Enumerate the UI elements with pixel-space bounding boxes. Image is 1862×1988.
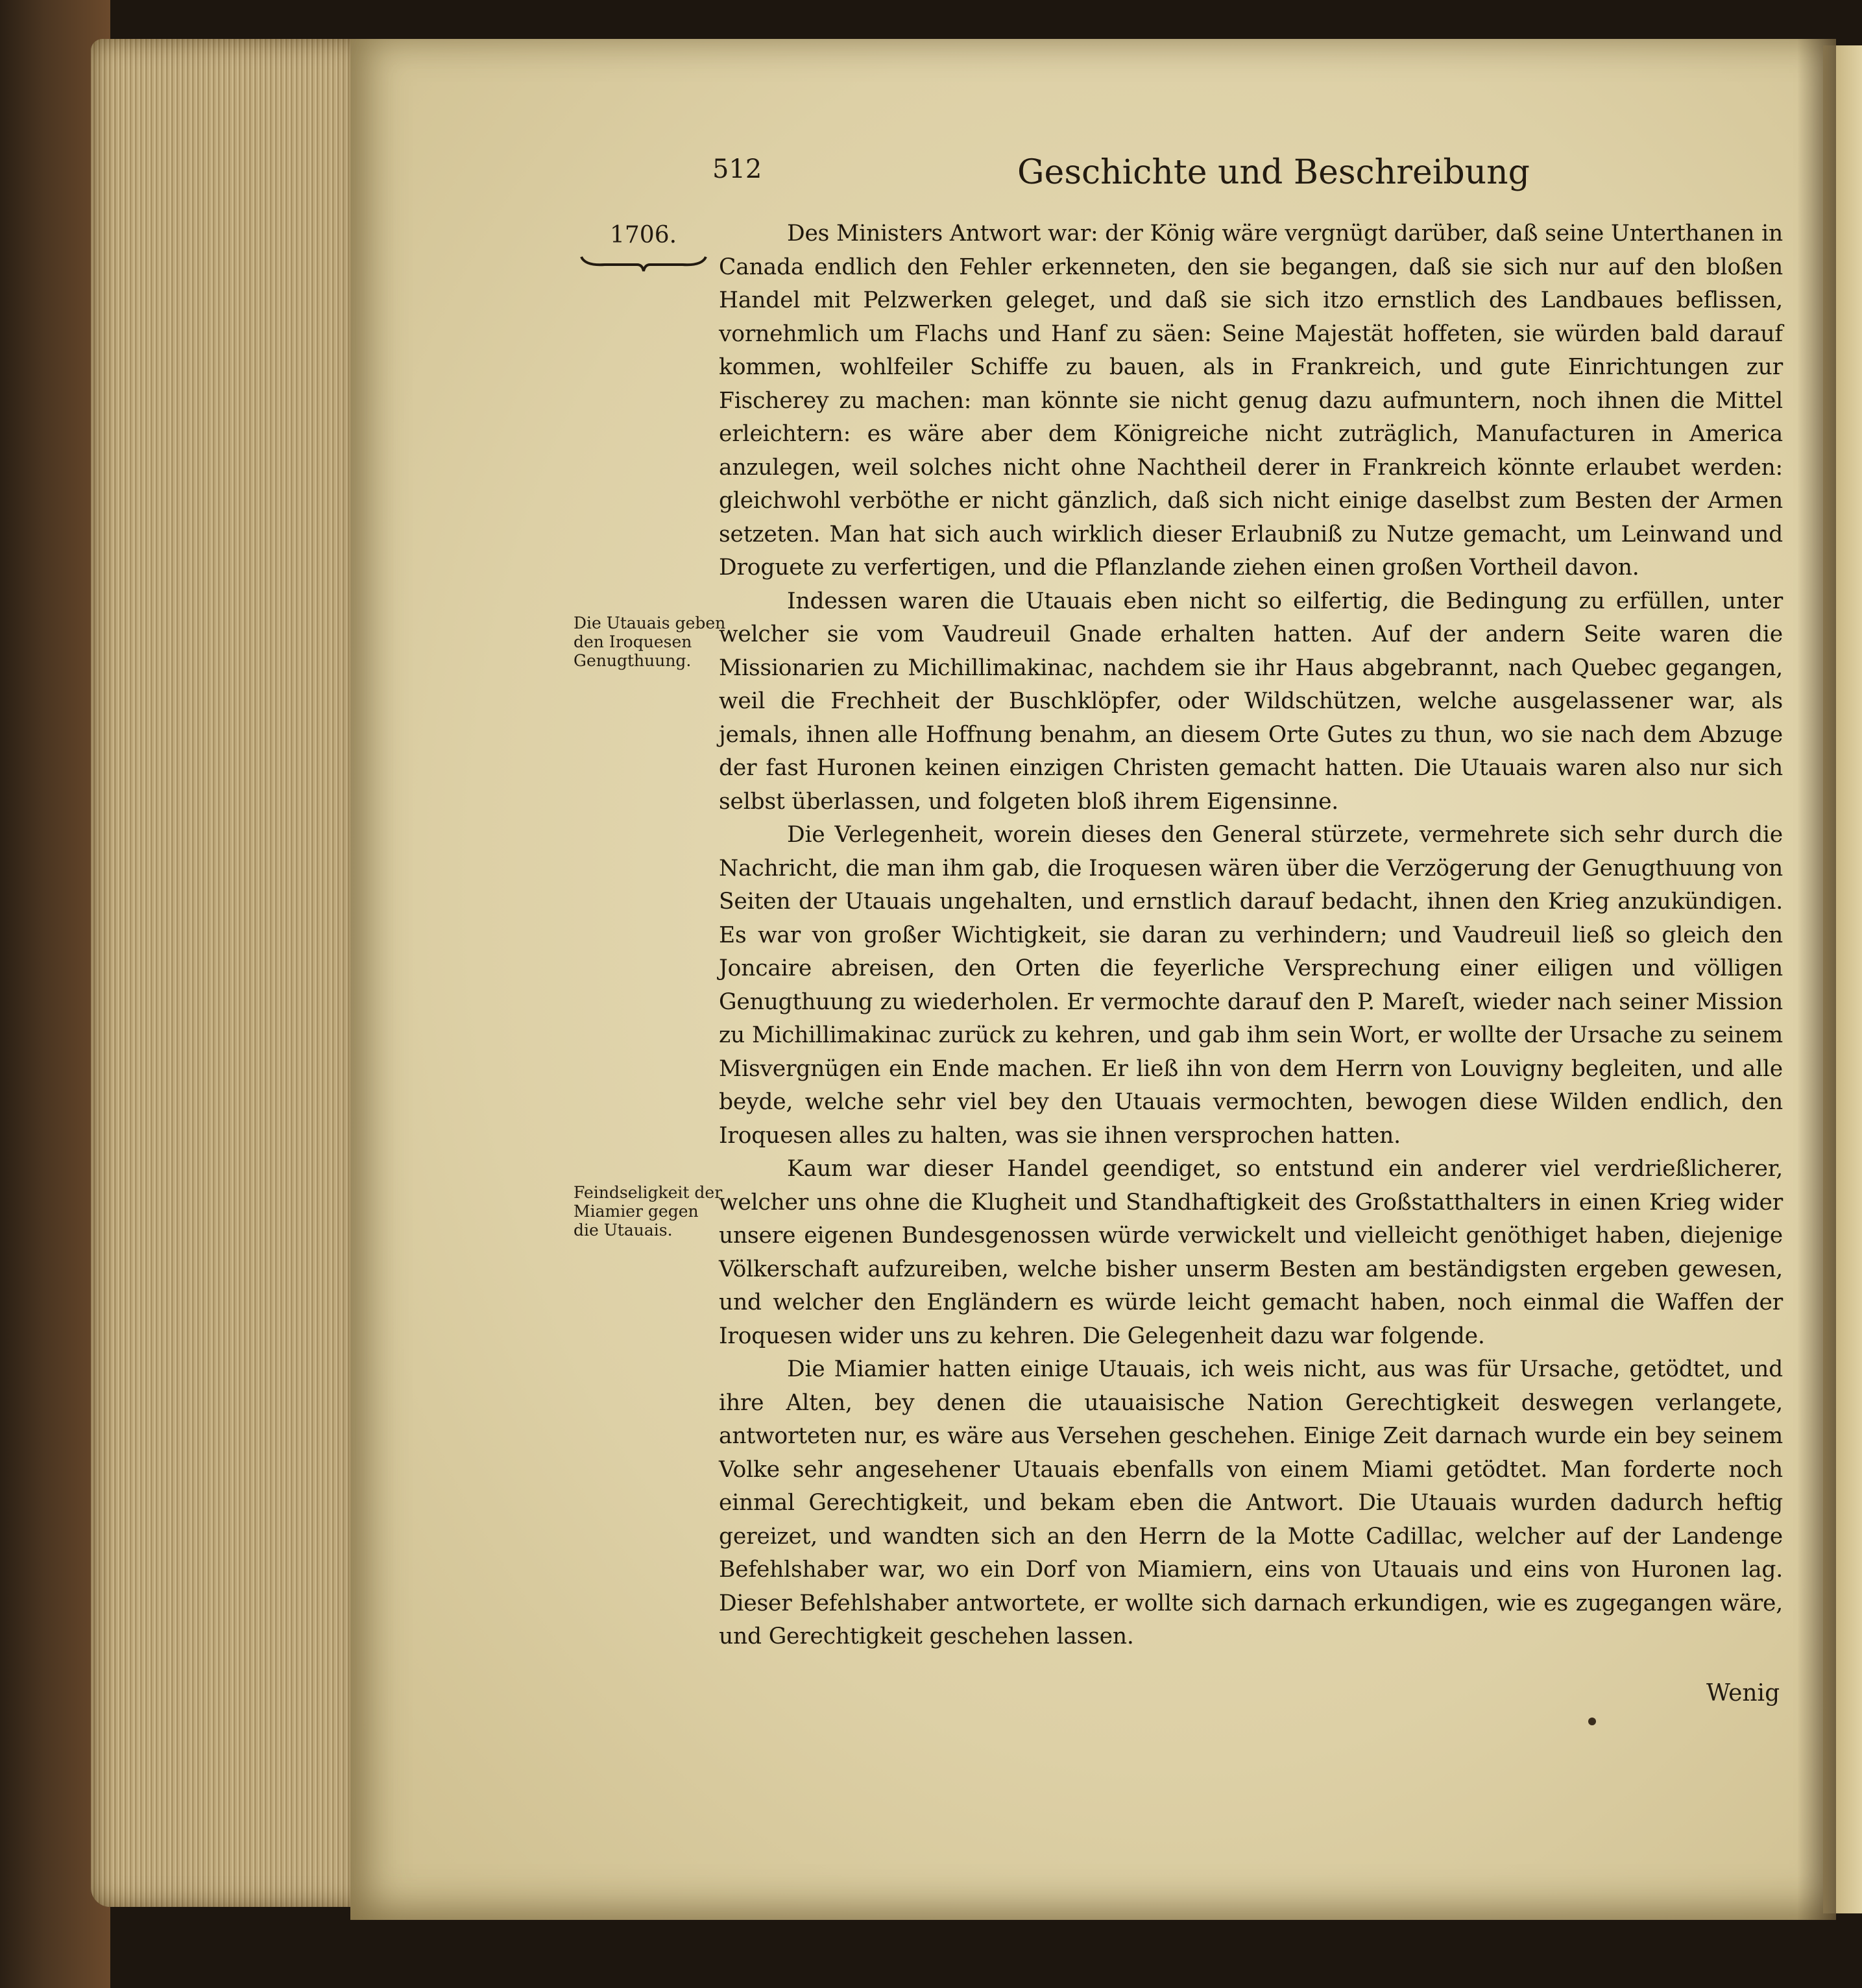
side-note-utauais: Die Utauais geben den Iroquesen Genugthuung. xyxy=(574,614,726,670)
catchword: Wenig xyxy=(1706,1680,1780,1707)
page-number: 512 xyxy=(712,154,762,184)
page-edges xyxy=(91,39,363,1907)
spine-shadow xyxy=(1797,39,1836,1920)
paragraph-3: Die Verlegenheit, worein dieses den General stürzete, vermehrete sich sehr durch die Nachricht, die man ihm gab, die Iroquesen wären über die Verzögerung der Genugthuung von Seiten der Utauais ungehalten, und ernstlich darauf bedacht, ihnen den Krieg anzukündigen. Es war von großer Wichtigkeit, sie daran zu verhindern; und Vaudreuil ließ so gleich den Joncaire abreisen, den Orten die feyerliche Versprechung einer eiligen und völligen Genugthuung zu wiederholen. Er vermochte darauf den P. Mareſt, wieder nach seiner Mission zu Michillimakinac zurück zu kehren, und gab ihm sein Wort, er wollte der Ursache zu seinem Misvergnügen ein Ende machen. Er ließ ihn von dem Herrn von Louvigny begleiten, und alle beyde, welche sehr viel bey den Utauais vermochten, bewogen diese Wilden endlich, den Iroquesen alles zu halten, was sie ihnen versprochen hatten. xyxy=(719,822,1783,1149)
body-text xyxy=(719,217,1783,1654)
running-title: Geschichte und Beschreibung xyxy=(1017,153,1530,192)
ink-dot xyxy=(1588,1718,1596,1725)
side-note-miamier: Feindseligkeit der Miamier gegen die Utauais. xyxy=(574,1183,723,1240)
paragraph-4: Kaum war dieser Handel geendiget, so entstund ein anderer viel verdrießlicherer, welcher uns ohne die Klugheit und Standhaftigkeit des Großstatthalters in einen Krieg wider unsere eigenen Bundesgenossen würde verwickelt und vielleicht genöthiget haben, diejenige Völkerschaft aufzureiben, welche bisher unserm Besten am beständigsten ergeben gewesen, und welcher den Engländern es würde leicht gemacht haben, noch einmal die Waffen der Iroquesen wider uns zu kehren. Die Gelegenheit dazu war folgende. xyxy=(719,1156,1783,1349)
margin-year: 1706. xyxy=(610,222,677,248)
brace-icon xyxy=(579,254,708,274)
paragraph-5: Die Miamier hatten einige Utauais, ich weis nicht, aus was für Ursache, getödtet, und ihre Alten, bey denen die utauaisische Nation Gerechtigkeit deswegen verlangete, antworteten nur, es wäre aus Versehen geschehen. Einige Zeit darnach wurde ein bey seinem Volke sehr angesehener Utauais ebenfalls von einem Miami getödtet. Man forderte noch einmal Gerechtigkeit, und bekam eben die Antwort. Die Utauais wurden dadurch heftig gereizet, und wandten sich an den Herrn de la Motte Cadillac, welcher auf der Landenge Befehlshaber war, wo ein Dorf von Miamiern, eins von Utauais und eins von Huronen lag. Dieser Befehlshaber antwortete, er wollte sich darnach erkundigen, wie es zugegangen wäre, und Gerechtigkeit geschehen lassen. xyxy=(719,1356,1783,1649)
paragraph-2: Indessen waren die Utauais eben nicht so eilfertig, die Bedingung zu erfüllen, unter welcher sie vom Vaudreuil Gnade erhalten hatten. Auf der andern Seite waren die Missionarien zu Michillimakinac, nachdem sie ihr Haus abgebrannt, nach Quebec gegangen, weil die Frechheit der Buschklöpfer, oder Wildschützen, welche ausgelassener war, als jemals, ihnen alle Hoffnung benahm, an diesem Orte Gutes zu thun, wo sie nach dem Abzuge der fast Huronen keinen einzigen Christen gemacht hatten. Die Utauais waren also nur sich selbst überlassen, und folgeten bloß ihrem Eigensinne. xyxy=(719,588,1783,815)
paragraph-1: Des Ministers Antwort war: der König wäre vergnügt darüber, daß seine Unterthanen in Canada endlich den Fehler erkenneten, den sie begangen, daß sie sich nur auf den bloßen Handel mit Pelzwerken geleget, und daß sie sich itzo ernstlich des Landbaues beflissen, vornehmlich um Flachs und Hanf zu säen: Seine Majestät hoffeten, sie würden bald darauf kommen, wohlfeiler Schiffe zu bauen, als in Frankreich, und gute Einrichtungen zur Fischerey zu machen: man könnte sie nicht genug dazu aufmuntern, noch ihnen die Mittel erleichtern: es wäre aber dem Königreiche nicht zuträglich, Manufacturen in America anzulegen, weil solches nicht ohne Nachtheil derer in Frankreich könnte erlaubet werden: gleichwohl verböthe er nicht gänzlich, daß sich nicht einige daselbst zum Besten der Armen setzeten. Man hat sich auch wirklich dieser Erlaubniß zu Nutze gemacht, um Leinwand und Droguete zu verfertigen, und die Pflanzlande ziehen einen großen Vortheil davon. xyxy=(719,221,1783,581)
